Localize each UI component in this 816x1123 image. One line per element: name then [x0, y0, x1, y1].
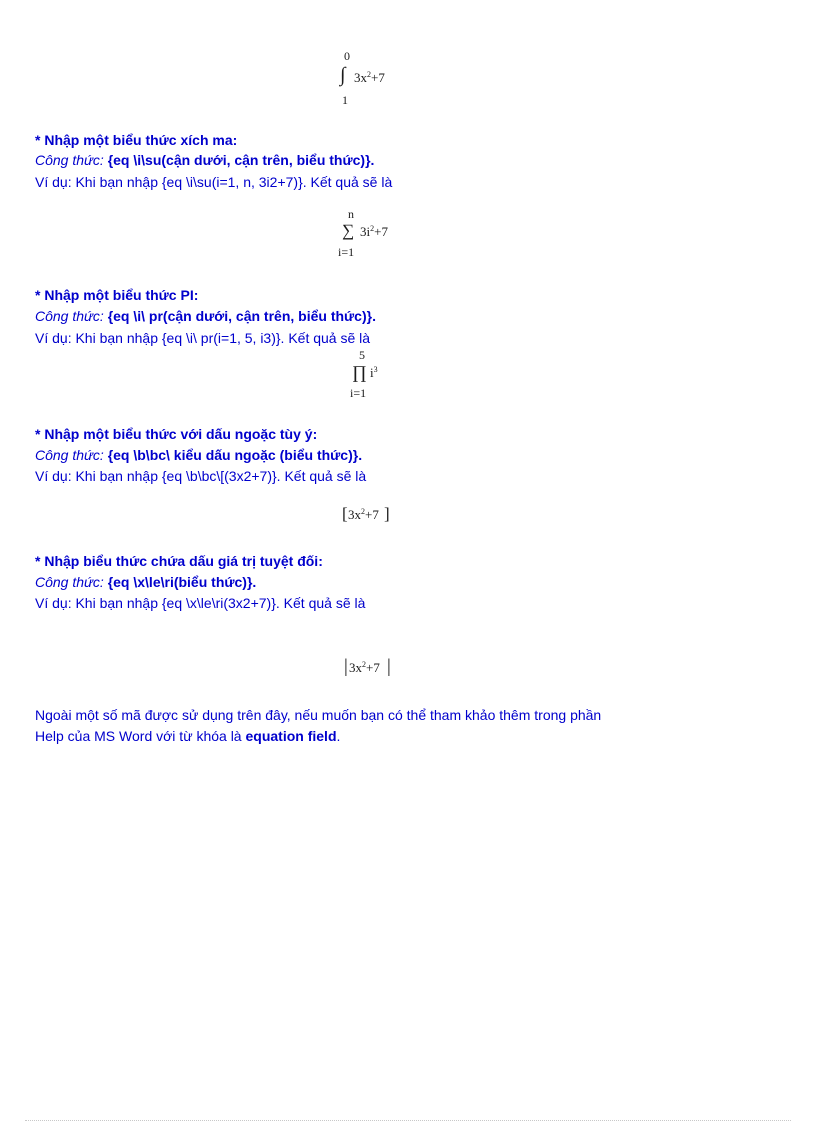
- abs-example: Ví dụ: Khi bạn nhập {eq \x\le\ri(3x2+7)}. Kết quả sẽ là: [35, 595, 366, 611]
- integral-upper-limit: 0: [344, 49, 350, 63]
- sigma-upper-limit: n: [348, 207, 354, 221]
- pi-symbol: ∏: [352, 362, 367, 382]
- abs-open: |: [344, 656, 348, 677]
- sigma-symbol: ∑: [342, 221, 355, 240]
- pi-heading: * Nhập một biểu thức PI:: [35, 287, 199, 303]
- bracket-result: [342, 505, 412, 527]
- pi-body: $i^3$: [370, 365, 378, 380]
- footer-line-1: Ngoài một số mã được sử dụng trên đây, nếu muốn bạn có thể tham khảo thêm trong phần: [35, 707, 602, 723]
- abs-result: [344, 657, 414, 681]
- abs-heading: * Nhập biểu thức chứa dấu giá trị tuyệt đối:: [35, 553, 323, 569]
- sigma-formula: Công thức: {eq \i\su(cận dưới, cận trên, biểu thức)}.: [35, 152, 375, 168]
- integral-expression: [338, 50, 418, 110]
- equation-field-keyword: equation field: [245, 728, 337, 744]
- bracket-example: Ví dụ: Khi bạn nhập {eq \b\bc\[(3x2+7)}. Kết quả sẽ là: [35, 468, 367, 484]
- integral-lower-limit: 1: [342, 93, 348, 107]
- bracket-close: ]: [384, 504, 390, 523]
- pi-upper-limit: 5: [359, 348, 365, 362]
- sigma-heading: * Nhập một biểu thức xích ma:: [35, 132, 238, 148]
- pi-example: Ví dụ: Khi bạn nhập {eq \i\ pr(i=1, 5, i3)}. Kết quả sẽ là: [35, 330, 371, 346]
- pi-lower-limit: i=1: [350, 386, 367, 400]
- bracket-open: [: [342, 504, 348, 523]
- footer-line-2: Help của MS Word với từ khóa là equation field.: [35, 728, 341, 744]
- abs-formula: Công thức: {eq \x\le\ri(biểu thức)}.: [35, 574, 257, 590]
- abs-close: |: [387, 656, 391, 677]
- page-bottom-divider: [25, 1120, 791, 1121]
- bracket-formula: Công thức: {eq \b\bc\ kiểu dấu ngoặc (biểu thức)}.: [35, 447, 363, 463]
- pi-result: [350, 349, 410, 403]
- bracket-heading: * Nhập một biểu thức với dấu ngoặc tùy ý:: [35, 426, 318, 442]
- abs-body: $3x^2+7$: [349, 660, 380, 675]
- sigma-example: Ví dụ: Khi bạn nhập {eq \i\su(i=1, n, 3i2+7)}. Kết quả sẽ là: [35, 174, 393, 190]
- sigma-body: $3i^2+7$: [360, 224, 388, 239]
- integral-body: $3x^2+7$: [354, 70, 385, 85]
- pi-formula: Công thức: {eq \i\ pr(cận dưới, cận trên, biểu thức)}.: [35, 308, 376, 324]
- sigma-result: [336, 208, 416, 260]
- integral-symbol: ∫: [340, 64, 346, 86]
- bracket-body: $3x^2+7$: [348, 507, 379, 522]
- sigma-lower-limit: i=1: [338, 245, 355, 259]
